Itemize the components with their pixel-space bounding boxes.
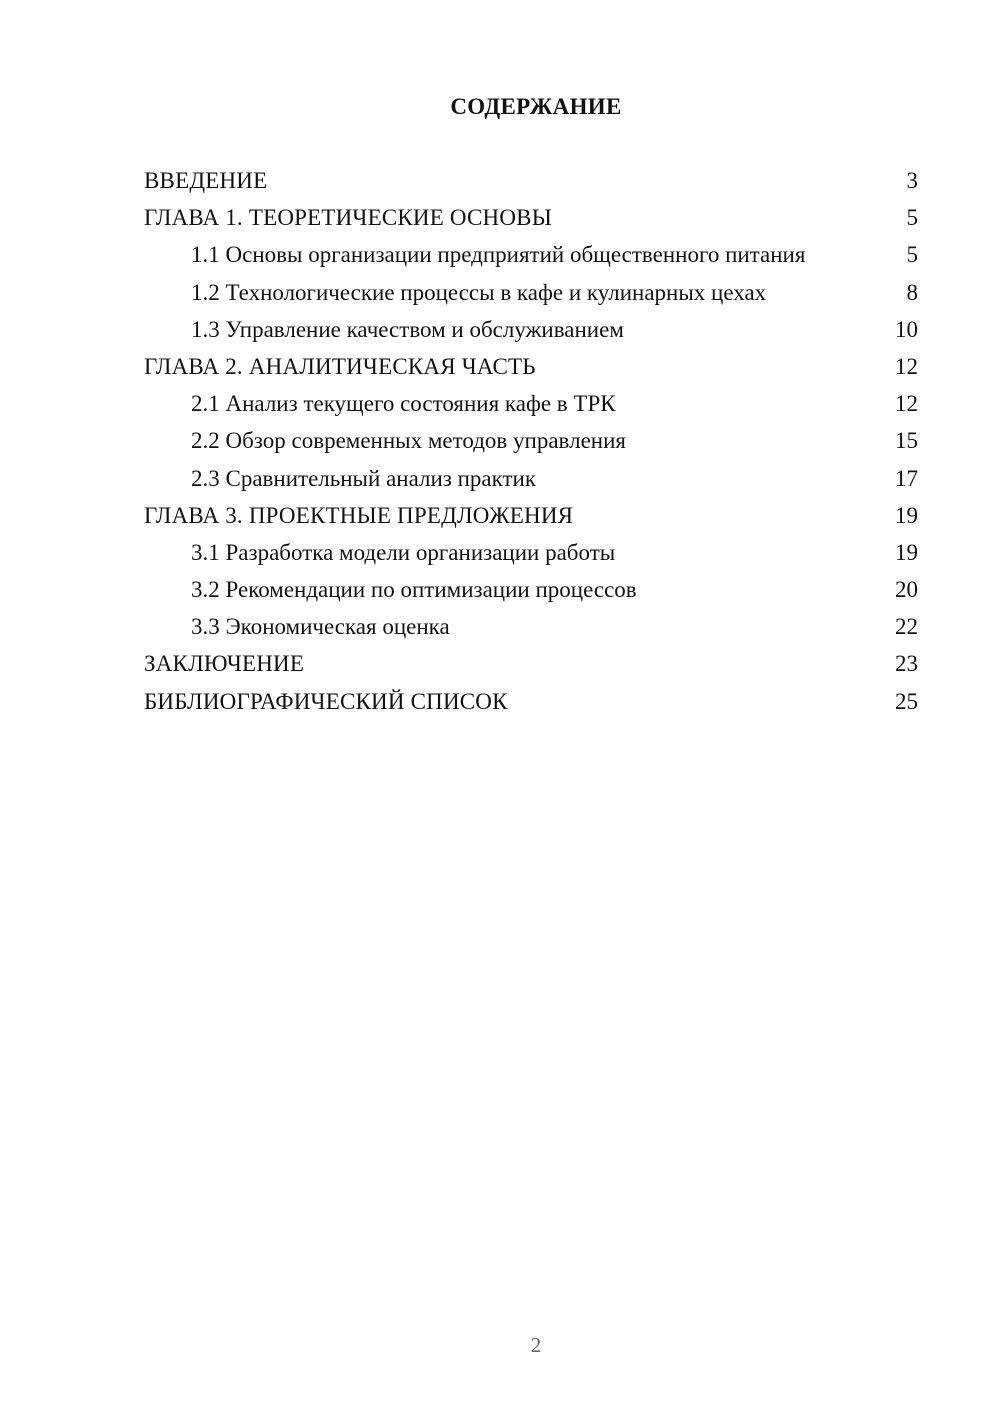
page-title: СОДЕРЖАНИЕ [450,94,622,119]
toc-entry-title: ГЛАВА 1. ТЕОРЕТИЧЕСКИЕ ОСНОВЫ [144,205,552,231]
toc-entry-title: 2.3 Сравнительный анализ практик [191,465,537,491]
toc-subentry[interactable] [144,466,918,492]
toc-entry-title: ЗАКЛЮЧЕНИЕ [144,651,305,677]
toc-entry-title: 3.2 Рекомендации по оптимизации процессов [191,577,637,603]
table-of-contents [144,168,918,726]
toc-entry-page: 20 [895,577,918,603]
toc-entry-title: 3.1 Разработка модели организации работы [191,539,616,565]
toc-subentry[interactable] [144,428,918,454]
toc-subentry[interactable] [144,242,918,268]
toc-entry-page: 19 [895,502,918,528]
toc-entry-page: 19 [895,539,918,565]
toc-entry-title: 3.3 Экономическая оценка [191,614,450,640]
toc-entry-page: 8 [906,279,918,305]
toc-entry-title: 2.1 Анализ текущего состояния кафе в ТРК [191,391,616,417]
toc-entry[interactable] [144,503,918,529]
toc-entry-title: 2.2 Обзор современных методов управления [191,428,626,454]
page-number: 2 [530,1333,542,1357]
toc-entry-page: 15 [895,428,918,454]
toc-subentry[interactable] [144,614,918,640]
toc-entry-page: 22 [895,614,918,640]
toc-entry-title: 1.1 Основы организации предприятий общественного питания [191,242,806,268]
toc-subentry[interactable] [144,317,918,343]
toc-entry[interactable] [144,689,918,715]
toc-entry[interactable] [144,354,918,380]
toc-entry-page: 5 [906,242,918,268]
toc-subentry[interactable] [144,577,918,603]
toc-entry[interactable] [144,205,918,231]
toc-entry-title: 1.2 Технологические процессы в кафе и кулинарных цехах [191,279,767,305]
toc-subentry[interactable] [144,391,918,417]
toc-entry-title: ГЛАВА 3. ПРОЕКТНЫЕ ПРЕДЛОЖЕНИЯ [144,502,574,528]
toc-entry-page: 5 [906,205,918,231]
toc-subentry[interactable] [144,280,918,306]
toc-subentry[interactable] [144,540,918,566]
toc-entry-title: БИБЛИОГРАФИЧЕСКИЙ СПИСОК [144,688,508,714]
toc-entry-page: 12 [895,391,918,417]
toc-entry-title: ВВЕДЕНИЕ [144,168,268,193]
toc-entry[interactable] [144,651,918,677]
toc-entry-page: 25 [895,688,918,714]
toc-entry-page: 10 [895,316,918,342]
toc-entry-page: 17 [895,465,918,491]
toc-entry-title: 1.3 Управление качеством и обслуживанием [191,316,624,342]
toc-entry-title: ГЛАВА 2. АНАЛИТИЧЕСКАЯ ЧАСТЬ [144,353,536,379]
toc-entry-page: 23 [895,651,918,677]
toc-entry[interactable] [144,168,918,194]
toc-entry-page: 12 [895,353,918,379]
toc-entry-page: 3 [906,168,918,193]
